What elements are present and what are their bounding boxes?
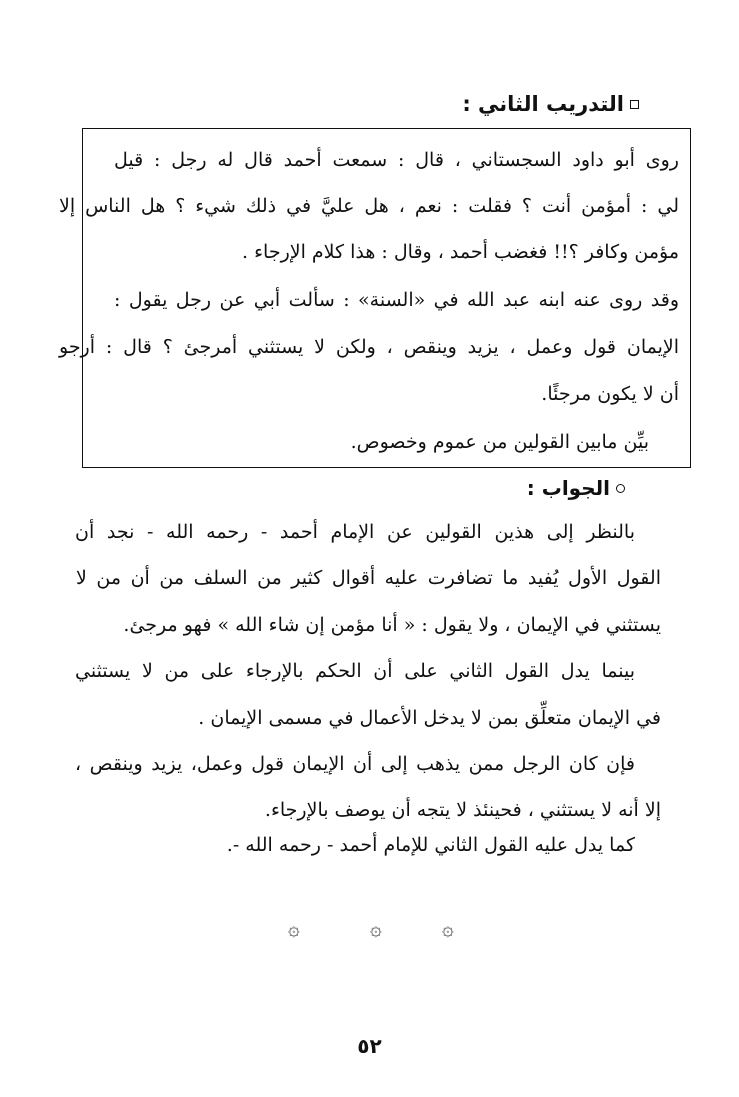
exercise-line: وقد روى عنه ابنه عبد الله في «السنة» : سألت أبي عن رجل يقول : <box>114 289 679 311</box>
answer-line: إلا أنه لا يستثني ، فحينئذ لا يتجه أن يوصف بالإرجاء. <box>264 799 661 821</box>
star-ornament-icon: ۞ <box>442 916 454 940</box>
exercise-line: مؤمن وكافر ؟!! فغضب أحمد ، وقال : هذا كلام الإرجاء . <box>242 241 679 263</box>
answer-line: فإن كان الرجل ممن يذهب إلى أن الإيمان قول وعمل، يزيد وينقص ، <box>75 753 635 775</box>
answer-heading <box>527 476 625 500</box>
star-ornament-icon: ۞ <box>288 916 300 940</box>
answer-line: القول الأول يُفيد ما تضافرت عليه أقوال كثير من السلف من أن من لا <box>76 567 661 589</box>
star-ornament-icon: ۞ <box>370 916 382 940</box>
answer-line: بالنظر إلى هذين القولين عن الإمام أحمد - رحمه الله - نجد أن <box>75 521 635 543</box>
square-bullet-icon <box>630 100 639 109</box>
answer-line: يستثني في الإيمان ، ولا يقول : « أنا مؤمن إن شاء الله » فهو مرجئ. <box>123 614 661 636</box>
answer-line: كما يدل عليه القول الثاني للإمام أحمد - رحمه الله -. <box>226 834 635 856</box>
answer-title: الجواب : <box>526 476 610 500</box>
exercise-line: الإيمان قول وعمل ، يزيد وينقص ، ولكن لا يستثني أمرجئ ؟ قال : أرجو <box>59 336 679 358</box>
answer-line: في الإيمان متعلِّق بمن لا يدخل الأعمال في مسمى الإيمان . <box>198 707 661 729</box>
page-number: ٥٢ <box>357 1034 382 1058</box>
exercise-heading <box>462 92 639 116</box>
exercise-line: لي : أمؤمن أنت ؟ فقلت : نعم ، هل عليَّ في ذلك شيء ؟ هل الناس إلا <box>59 195 679 217</box>
exercise-line: روى أبو داود السجستاني ، قال : سمعت أحمد قال له رجل : قيل <box>114 149 679 171</box>
exercise-line: أن لا يكون مرجئًا. <box>541 383 679 405</box>
exercise-line: بيِّن مابين القولين من عموم وخصوص. <box>350 431 649 453</box>
circle-bullet-icon <box>616 484 625 493</box>
section-divider-ornaments <box>0 916 739 940</box>
answer-line: بينما يدل القول الثاني على أن الحكم بالإرجاء على من لا يستثني <box>75 660 635 682</box>
exercise-title: التدريب الثاني : <box>462 92 624 116</box>
